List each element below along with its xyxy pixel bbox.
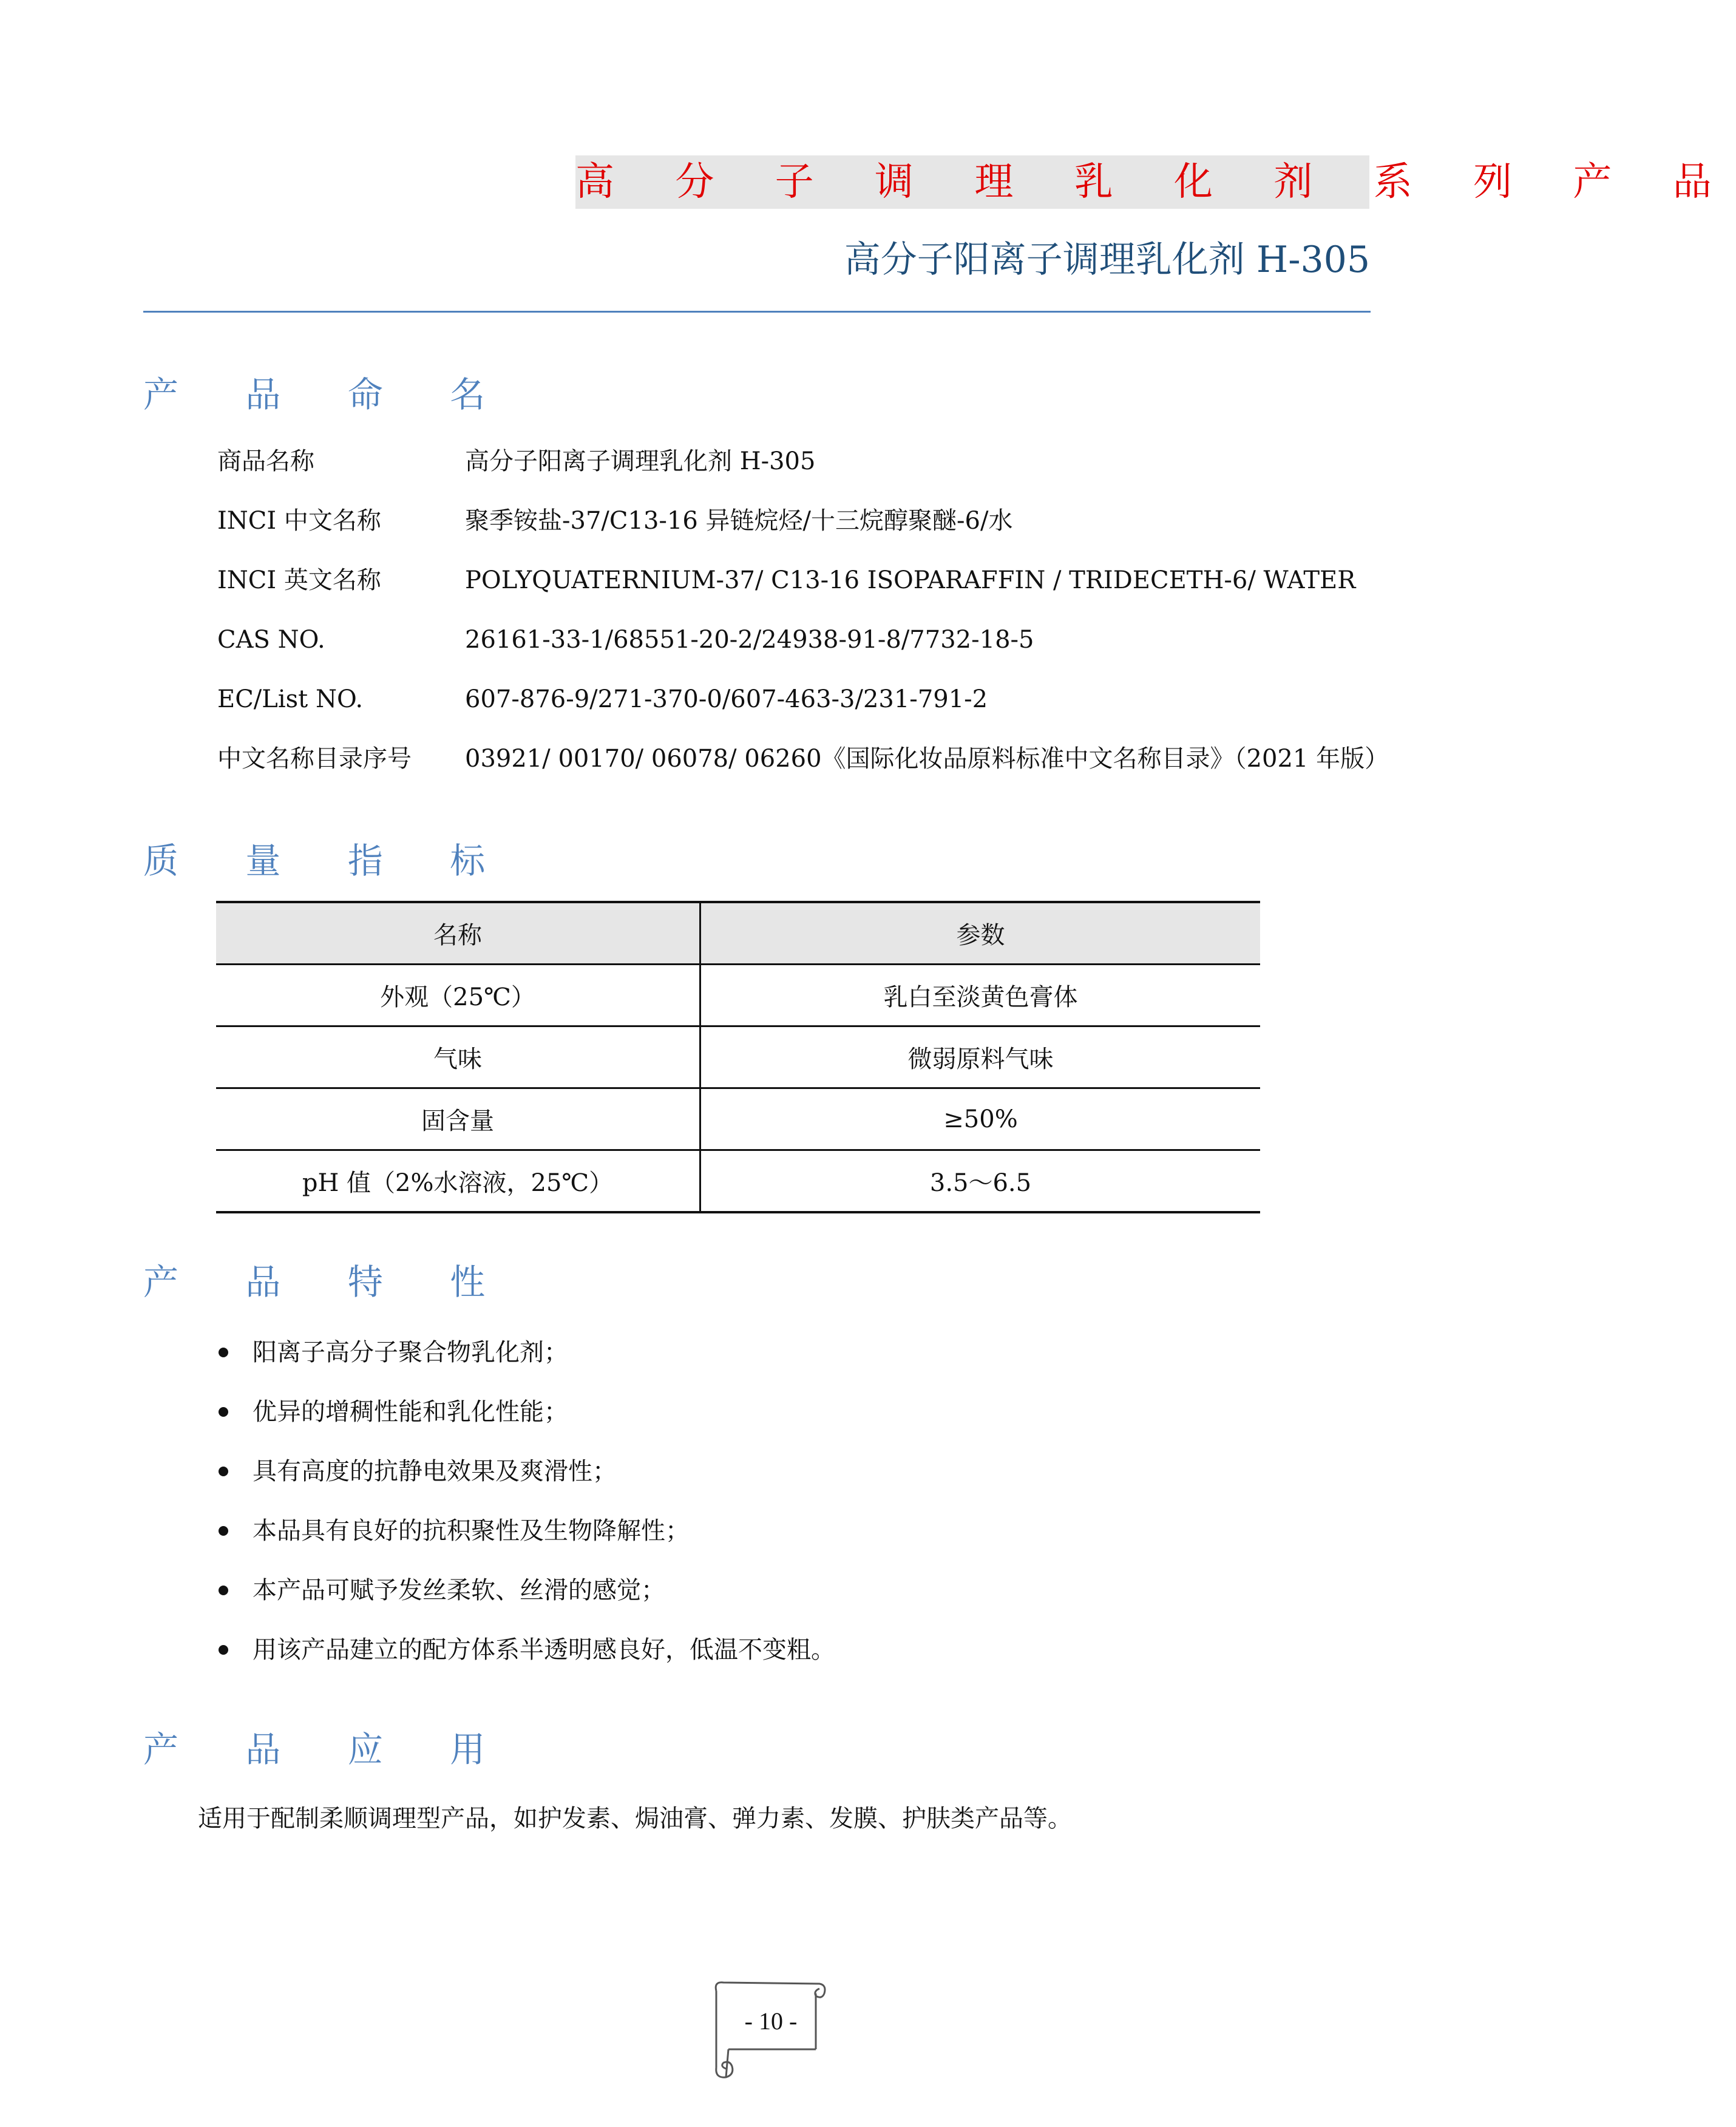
bullet-icon [219, 1645, 228, 1655]
table-header-row [216, 902, 1260, 965]
naming-label: 中文名称目录序号 [217, 745, 412, 773]
bullet-icon [219, 1407, 228, 1417]
feature-text: 优异的增稠性能和乳化性能； [253, 1398, 568, 1426]
table-row [216, 1026, 1260, 1088]
naming-value: 607-876-9/271-370-0/607-463-3/231-791-2 [465, 685, 988, 713]
section-heading-naming: 产 品 命 名 [143, 374, 514, 415]
list-item [219, 1453, 835, 1513]
naming-value: 03921/ 00170/ 06078/ 06260《国际化妆品原料标准中文名称目录》（2021 年版） [465, 745, 1389, 773]
product-title: 高分子阳离子调理乳化剂 H-305 [844, 239, 1370, 281]
bullet-icon [219, 1526, 228, 1536]
table-cell: 固含量 [216, 1088, 700, 1150]
section-heading-features: 产 品 特 性 [143, 1261, 514, 1303]
list-item [219, 1572, 835, 1632]
naming-label: EC/List NO. [217, 685, 364, 713]
feature-list [219, 1334, 835, 1691]
table-row [216, 965, 1260, 1026]
naming-label: 商品名称 [217, 447, 314, 475]
section-heading-quality: 质 量 指 标 [143, 840, 514, 881]
quality-table [216, 901, 1260, 1213]
naming-label: CAS NO. [217, 626, 325, 654]
bullet-icon [219, 1467, 228, 1476]
page-number: - 10 - [744, 2007, 798, 2035]
naming-value: 聚季铵盐-37/C13-16 异链烷烃/十三烷醇聚醚-6/水 [465, 507, 1013, 535]
naming-value: POLYQUATERNIUM-37/ C13-16 ISOPARAFFIN / TRIDECETH-6/ WATER [465, 566, 1356, 594]
feature-text: 本产品可赋予发丝柔软、丝滑的感觉； [253, 1576, 665, 1604]
table-row [216, 1088, 1260, 1150]
table-row [216, 1150, 1260, 1213]
page-number-scroll [692, 1978, 832, 2081]
feature-text: 本品具有良好的抗积聚性及生物降解性； [253, 1517, 690, 1545]
feature-text: 阳离子高分子聚合物乳化剂； [253, 1338, 568, 1366]
list-item [219, 1632, 835, 1691]
table-header-cell: 名称 [216, 902, 700, 965]
naming-value: 高分子阳离子调理乳化剂 H-305 [465, 447, 816, 475]
bullet-icon [219, 1348, 228, 1357]
bullet-icon [219, 1586, 228, 1595]
table-cell: ≥50% [700, 1088, 1261, 1150]
table-cell: 3.5～6.5 [700, 1150, 1261, 1213]
application-text: 适用于配制柔顺调理型产品，如护发素、焗油膏、弹力素、发膜、护肤类产品等。 [198, 1805, 1072, 1833]
feature-text: 用该产品建立的配方体系半透明感良好，低温不变粗。 [253, 1636, 835, 1664]
feature-text: 具有高度的抗静电效果及爽滑性； [253, 1457, 617, 1485]
table-cell: 气味 [216, 1026, 700, 1088]
header-divider [143, 311, 1371, 313]
series-banner: 高 分 子 调 理 乳 化 剂 系 列 产 品 [575, 155, 1369, 209]
table-cell: 微弱原料气味 [700, 1026, 1261, 1088]
naming-label: INCI 英文名称 [217, 566, 381, 594]
table-cell: 外观（25℃） [216, 965, 700, 1026]
table-cell: pH 值（2%水溶液，25℃） [216, 1150, 700, 1213]
list-item [219, 1513, 835, 1572]
list-item [219, 1334, 835, 1394]
naming-label: INCI 中文名称 [217, 507, 381, 535]
section-heading-application: 产 品 应 用 [143, 1729, 514, 1770]
table-header-cell: 参数 [700, 902, 1261, 965]
table-cell: 乳白至淡黄色膏体 [700, 965, 1261, 1026]
list-item [219, 1394, 835, 1453]
naming-value: 26161-33-1/68551-20-2/24938-91-8/7732-18-5 [465, 626, 1034, 654]
